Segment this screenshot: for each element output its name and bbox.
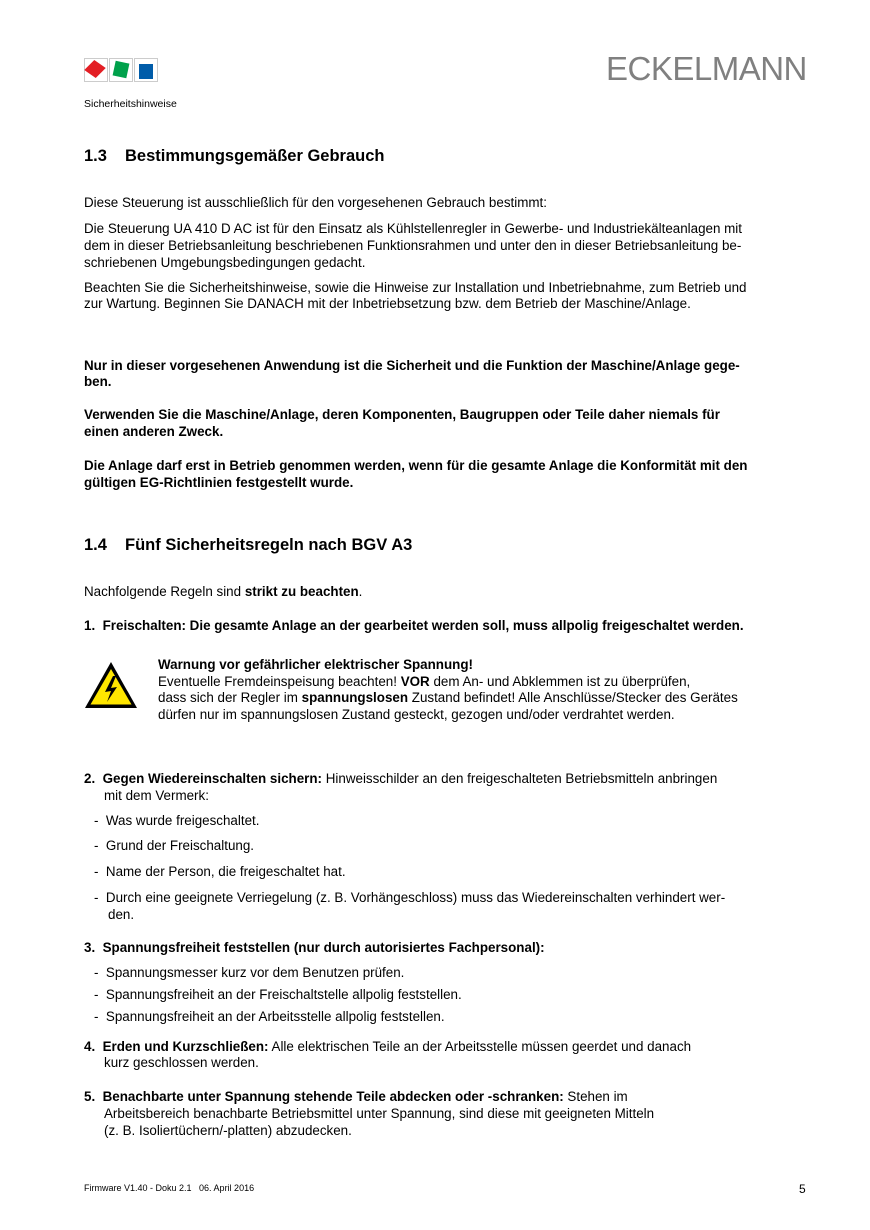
- text-line: [84, 584, 362, 600]
- text-line: [108, 907, 134, 923]
- bold-text: 3. Spannungsfreiheit feststellen (nur durch autorisiertes Fachpersonal):: [84, 940, 545, 955]
- text: schriebenen Umgebungsbedingungen gedacht.: [84, 255, 366, 270]
- text-line: [104, 788, 209, 804]
- text: den.: [108, 907, 135, 922]
- heading-number: 1.3: [84, 147, 107, 165]
- text: Diese Steuerung ist ausschließlich für den vorgesehenen Gebrauch bestimmt:: [84, 195, 547, 210]
- text: dem in dieser Betriebsanleitung beschriebenen Funktionsrahmen und unter den in dieser Betriebsanleitung be-: [84, 238, 742, 253]
- text-line: [104, 1106, 654, 1122]
- list-item: [84, 1089, 628, 1105]
- bold-text: Nur in dieser vorgesehenen Anwendung ist die Sicherheit und die Funktion der Maschine/Anlage gege-: [84, 358, 740, 373]
- text-line: [104, 1055, 259, 1071]
- text: - Spannungsmesser kurz vor dem Benutzen prüfen.: [94, 965, 405, 980]
- text: dass sich der Regler im: [158, 690, 302, 705]
- text: Alle elektrischen Teile an der Arbeitsstelle müssen geerdet und danach: [268, 1039, 692, 1054]
- text: mit dem Vermerk:: [104, 788, 209, 803]
- text: - Spannungsfreiheit an der Arbeitsstelle allpolig feststellen.: [94, 1009, 445, 1024]
- text: Beachten Sie die Sicherheitshinweise, sowie die Hinweise zur Installation und Inbetriebnahme, zum Betrieb und: [84, 280, 747, 295]
- text: Zustand befindet! Alle Anschlüsse/Stecker des Gerätes: [408, 690, 738, 705]
- bold-text: VOR: [400, 674, 430, 689]
- high-voltage-warning-icon: [83, 660, 139, 710]
- sub-list-item: [94, 864, 346, 880]
- text: Hinweisschilder an den freigeschalteten Betriebsmitteln anbringen: [322, 771, 718, 786]
- text-line: [84, 424, 223, 440]
- text: kurz geschlossen werden.: [104, 1055, 259, 1070]
- brand-name: ECKELMANN: [606, 50, 807, 87]
- heading-number: 1.4: [84, 536, 107, 554]
- bold-text: Verwenden Sie die Maschine/Anlage, deren Komponenten, Baugruppen oder Teile daher niemals für: [84, 407, 720, 422]
- bold-text: 2. Gegen Wiedereinschalten sichern:: [84, 771, 323, 786]
- text: Arbeitsbereich benachbarte Betriebsmittel unter Spannung, sind diese mit geeigneten Mitteln: [104, 1106, 655, 1121]
- bold-text: 1. Freischalten: Die gesamte Anlage an der gearbeitet werden soll, muss allpolig freigeschaltet werden.: [84, 618, 744, 633]
- footer-info: Firmware V1.40 - Doku 2.1 06. April 2016: [84, 1183, 255, 1193]
- bold-text: gültigen EG-Richtlinien festgestellt wurde.: [84, 475, 354, 490]
- text-line: [84, 221, 742, 237]
- bold-text: Warnung vor gefährlicher elektrischer Spannung!: [158, 657, 473, 672]
- heading-title: Bestimmungsgemäßer Gebrauch: [125, 147, 385, 165]
- list-item: [84, 771, 717, 787]
- sub-list-item: [94, 813, 259, 829]
- text: dem An- und Abklemmen ist zu überprüfen,: [429, 674, 691, 689]
- bold-text: Die Anlage darf erst in Betrieb genommen werden, wenn für die gesamte Anlage die Konformität mit den: [84, 458, 748, 473]
- text-line: [84, 407, 720, 423]
- text-line: [84, 238, 741, 254]
- text: .: [358, 584, 363, 599]
- heading-1-3: [84, 147, 385, 166]
- bold-text: einen anderen Zweck.: [84, 424, 224, 439]
- sub-list-item: [94, 890, 725, 906]
- text: - Spannungsfreiheit an der Freischaltstelle allpolig feststellen.: [94, 987, 462, 1002]
- text: (z. B. Isoliertüchern/-platten) abzudecken.: [104, 1123, 352, 1138]
- text: - Grund der Freischaltung.: [94, 838, 255, 853]
- text: Stehen im: [563, 1089, 628, 1104]
- list-item: [84, 618, 744, 634]
- page-number: 5: [799, 1182, 806, 1196]
- text: Nachfolgende Regeln sind: [84, 584, 245, 599]
- bold-text: strikt zu beachten: [244, 584, 359, 599]
- warning-title: [158, 657, 473, 673]
- heading-title: Fünf Sicherheitsregeln nach BGV A3: [125, 536, 413, 554]
- sub-list-item: [94, 838, 254, 854]
- text: zur Wartung. Beginnen Sie DANACH mit der Inbetriebsetzung bzw. dem Betrieb der Maschine/Anlage.: [84, 296, 691, 311]
- text: Die Steuerung UA 410 D AC ist für den Einsatz als Kühlstellenregler in Gewerbe- und Industriekälteanlagen mit: [84, 221, 742, 236]
- sub-list-item: [94, 987, 462, 1003]
- list-item: [84, 1039, 691, 1055]
- text: Eventuelle Fremdeinspeisung beachten!: [158, 674, 401, 689]
- bold-text: 4. Erden und Kurzschließen:: [84, 1039, 269, 1054]
- section-header: Sicherheitshinweise: [84, 98, 177, 110]
- text-line: [84, 280, 746, 296]
- text: dürfen nur im spannungslosen Zustand gesteckt, gezogen und/oder verdrahtet werden.: [158, 707, 675, 722]
- warning-text-line: [158, 707, 675, 723]
- heading-1-4: [84, 536, 412, 555]
- sub-list-item: [94, 965, 404, 981]
- text-line: [84, 458, 747, 474]
- warning-text-line: [158, 674, 690, 690]
- list-item: [84, 940, 545, 956]
- sub-list-item: [94, 1009, 445, 1025]
- text: - Was wurde freigeschaltet.: [94, 813, 260, 828]
- bold-text: 5. Benachbarte unter Spannung stehende Teile abdecken oder -schranken:: [84, 1089, 564, 1104]
- bold-text: ben.: [84, 374, 112, 389]
- text-line: [84, 195, 547, 211]
- text-line: [84, 296, 691, 312]
- text-line: [84, 358, 740, 374]
- warning-text-line: [158, 690, 738, 706]
- eckelmann-logo-icon: [84, 58, 158, 82]
- text: - Name der Person, die freigeschaltet hat.: [94, 864, 346, 879]
- text-line: [84, 475, 353, 491]
- text-line: [84, 255, 365, 271]
- bold-text: spannungslosen: [301, 690, 409, 705]
- text-line: [84, 374, 112, 390]
- text: - Durch eine geeignete Verriegelung (z. B. Vorhängeschloss) muss das Wiedereinschalten verhindert wer-: [94, 890, 726, 905]
- text-line: [104, 1123, 352, 1139]
